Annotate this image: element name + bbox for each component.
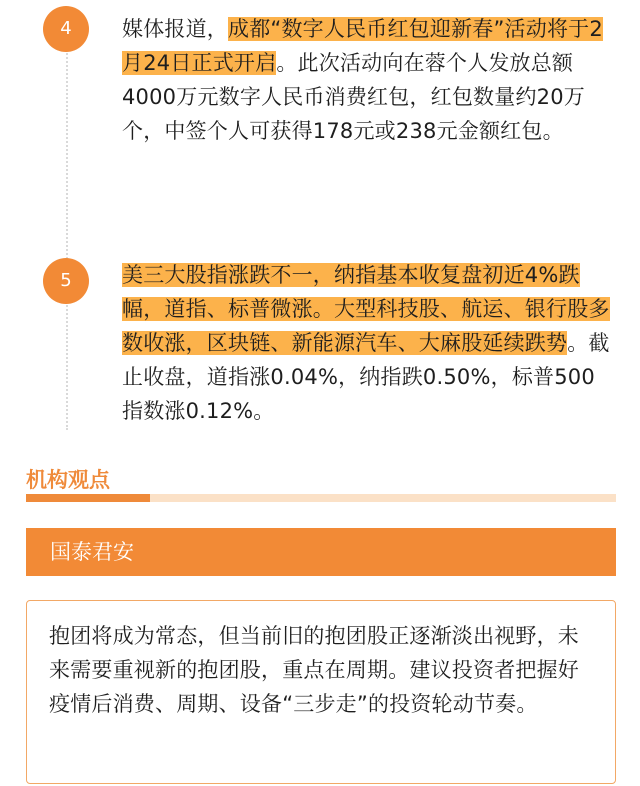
section-title: 机构观点 (26, 468, 110, 492)
view-box (26, 600, 616, 784)
news-item-5 (122, 258, 612, 428)
org-name-banner: 国泰君安 (26, 528, 616, 576)
item-4-text-2: 。此次活动向在蓉个人发放总额4000万元数字人民币消费红包，红包数量约20万个，中签个人可获得178元或238元金额红包。 (122, 51, 585, 143)
news-item-4 (122, 12, 612, 148)
item-5-text: 。截止收盘，道指涨0.04%，纳指跌0.50%，标普500指数涨0.12%。 (122, 331, 610, 423)
item-5-highlight: 美三大股指涨跌不一，纳指基本收复盘初近4%跌幅，道指、标普微涨。大型科技股、航运、银行股多数收涨，区块链、新能源汽车、大麻股延续跌势 (122, 263, 610, 355)
section-underline-accent (26, 494, 150, 502)
item-4-text-1: 媒体报道， (122, 17, 228, 41)
item-number-badge-4: 4 (43, 6, 89, 52)
view-text: 抱团将成为常态，但当前旧的抱团股正逐渐淡出视野，未来需要重视新的抱团股，重点在周期。建议投资者把握好疫情后消费、周期、设备“三步走”的投资轮动节奏。 (49, 624, 579, 716)
item-4-highlight: 成都“数字人民币红包迎新春”活动将于2月24日正式开启 (122, 17, 603, 75)
timeline-line (66, 30, 68, 430)
item-number-badge-5: 5 (43, 258, 89, 304)
